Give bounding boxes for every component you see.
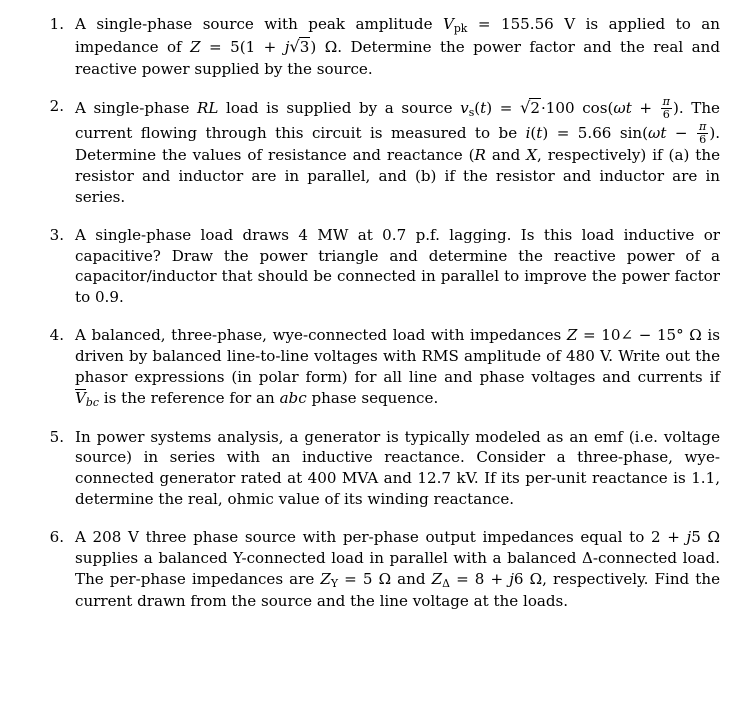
list-item	[36, 527, 720, 612]
list-item	[36, 427, 720, 510]
problem-text: A 208 V three phase source with per-phase output impedances equal to 2 + j5 Ω supplies a balanced Y-connected load in parallel with a balanced Δ-connected load. The per-phase impedances are $Z_Y = 5$ Ω and $Z_\Delta = 8 + j6$ Ω, respectively. Find the current drawn from the source and the line voltage at the loads.	[75, 527, 721, 610]
problem-text: A single-phase RL load is supplied by a source $v_s(t) = √2\cdot 100$ cos(ωt + $\frac{\pi}{6}$ ). The current flowing through this circuit is measured to be i(t) = 5.66 sin(ωt − $\frac{\pi}{6}$ ). Determine the values of resistance and reactance (R and X, respectively) if (a) the resistor and inductor are in parallel, and (b) if the resistor and inductor are in series.	[75, 95, 721, 206]
list-item	[36, 225, 720, 308]
problem-number: 4.	[49, 326, 64, 345]
problem-number: 1.	[49, 15, 64, 33]
list-item	[36, 325, 720, 410]
problem-number: 2.	[49, 97, 64, 116]
problem-text: In power systems analysis, a generator is typically modeled as an emf (i.e. voltage source) in series with an inductive reactance. Consider a three-phase, wye-connected generator rated at 400 MVA and 12.7 kV. If its per-unit reactance is 1.1, determine the real, ohmic value of its winding reactance.	[75, 427, 720, 509]
problem-number: 3.	[49, 225, 64, 244]
list-item	[36, 14, 720, 79]
problem-number: 6.	[49, 527, 64, 546]
list-item	[36, 96, 720, 207]
problem-text: A single-phase source with peak amplitude $V_{pk} = 155.56$ V is applied to an impedance of Z = 5(1 + j√3) Ω. Determine the power factor and the real and reactive power supplied by the source.	[75, 15, 720, 78]
problem-text: A balanced, three-phase, wye-connected load with impedances Z = 10∠ − 15° Ω is driven by balanced line-to-line voltages with RMS amplitude of 480 V. Write out the phasor expressions (in polar form) for all line and phase voltages and currents if $V_{bc}$ is the reference for an abc phase sequence.	[75, 326, 720, 409]
problem-number: 5.	[49, 427, 64, 446]
problem-text: A single-phase load draws 4 MW at 0.7 p.f. lagging. Is this load inductive or capacitive? Draw the power triangle and determine the reactive power of a capacitor/inductor that should be connected in parallel to improve the power factor to 0.9.	[75, 225, 720, 307]
